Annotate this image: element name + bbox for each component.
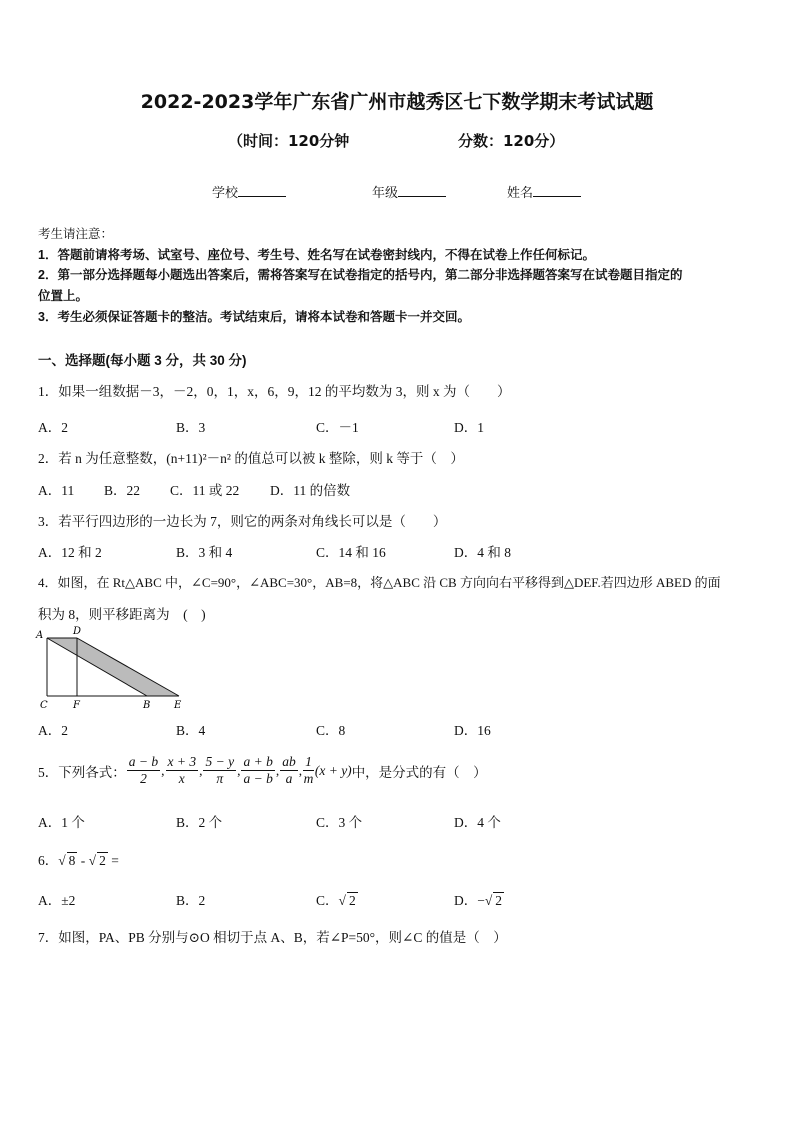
q1-option-a: A．2 bbox=[38, 420, 68, 435]
q5-option-b: B．2 个 bbox=[176, 815, 223, 830]
sqrt-icon: √ bbox=[88, 853, 97, 868]
q5-fraction-4: $\frac{a + b}{a - b}$ bbox=[243, 754, 273, 786]
q1-option-b: B．3 bbox=[176, 420, 206, 435]
q5-suffix: 中，是分式的有（ ） bbox=[351, 764, 487, 780]
translation-figure bbox=[34, 626, 184, 712]
label-c: C bbox=[40, 700, 48, 711]
q3-option-b: B．3 和 4 bbox=[176, 545, 233, 560]
sqrt-icon: √ bbox=[58, 853, 66, 868]
q1-option-d: D．1 bbox=[454, 420, 484, 435]
q6-minus: - bbox=[80, 853, 86, 868]
q6-prefix: 6． bbox=[38, 853, 59, 868]
school-field[interactable] bbox=[212, 182, 286, 201]
label-a: A bbox=[36, 630, 44, 641]
exam-time: （时间：120分钟 bbox=[228, 132, 350, 150]
q5-option-a: A．1 个 bbox=[38, 815, 85, 830]
q3-option-a: A．12 和 2 bbox=[38, 545, 102, 560]
question-1-stem: 1．如果一组数据－3，－2，0，1，x，6，9，12 的平均数为 3，则 x 为（ ） bbox=[38, 384, 511, 399]
section-heading: 一、选择题(每小题 3 分，共 30 分) bbox=[38, 353, 247, 368]
q4-option-b: B．4 bbox=[176, 723, 206, 738]
q5-fraction-1: $\frac{a - b}{2}$ bbox=[128, 754, 159, 786]
notice-heading: 考生请注意： bbox=[38, 227, 114, 241]
q6-radicand-2: 2 bbox=[99, 853, 106, 868]
notice-item-3: 3．考生必须保证答题卡的整洁。考试结束后，请将本试卷和答题卡一并交回。 bbox=[38, 310, 470, 324]
question-2-stem: 2．若 n 为任意整数，(n+11)²－n² 的值总可以被 k 整除，则 k 等于（ ） bbox=[38, 451, 464, 466]
notice-item-1: 1．答题前请将考场、试室号、座位号、考生号、姓名写在试卷密封线内，不得在试卷上作任何标记。 bbox=[38, 248, 595, 262]
school-label: 学校 bbox=[212, 185, 239, 200]
label-d: D bbox=[73, 626, 82, 637]
q4-option-c: C．8 bbox=[316, 723, 346, 738]
q2-option-c: C．11 或 22 bbox=[170, 483, 240, 498]
q2-option-b: B．22 bbox=[104, 483, 141, 498]
q3-option-c: C．14 和 16 bbox=[316, 545, 386, 560]
q5-option-c: C．3 个 bbox=[316, 815, 363, 830]
grade-field[interactable] bbox=[372, 182, 446, 201]
q3-option-d: D．4 和 8 bbox=[454, 545, 511, 560]
question-7-stem: 7．如图，PA、PB 分别与⊙O 相切于点 A、B，若∠P=50°，则∠C 的值是（ ） bbox=[38, 930, 507, 945]
school-blank[interactable] bbox=[238, 184, 286, 197]
sqrt-icon: √ bbox=[338, 893, 346, 908]
q6-option-d: D．−√ 2 bbox=[454, 893, 503, 908]
question-5-stem: 5．下列各式： $\frac{a - b}{2}$ , $\frac{x + 3}{x}$ , $\frac{5 - y}{\pi}$ , $\frac{a + b}{a - b}$ , $\frac{ab}{a}$ , $\frac{1}{m}$ (x + y) 中，是分式的有（ ） bbox=[38, 754, 487, 786]
label-e: E bbox=[174, 700, 182, 711]
q6-option-c: C．√ 2 bbox=[316, 893, 356, 908]
name-field[interactable] bbox=[507, 182, 581, 201]
grade-label: 年级 bbox=[372, 185, 399, 200]
sqrt-icon: √ bbox=[484, 893, 493, 908]
q6-option-a: A．±2 bbox=[38, 893, 76, 908]
q2-option-a: A．11 bbox=[38, 483, 75, 498]
name-blank[interactable] bbox=[533, 184, 581, 197]
q6-equals: = bbox=[111, 853, 119, 868]
label-b: B bbox=[143, 700, 151, 711]
question-6-stem bbox=[38, 849, 119, 869]
q6-option-b: B．2 bbox=[176, 893, 206, 908]
parallelogram-abed bbox=[47, 638, 179, 696]
q5-fraction-5: $\frac{ab}{a}$ bbox=[282, 754, 296, 786]
name-label: 姓名 bbox=[507, 185, 534, 200]
q1-option-c: C．－1 bbox=[316, 420, 359, 435]
notice-item-2-cont: 位置上。 bbox=[38, 289, 89, 303]
q4-option-a: A．2 bbox=[38, 723, 68, 738]
q5-fraction-6: $\frac{1}{m}$ bbox=[303, 754, 314, 786]
segment-ab bbox=[47, 638, 147, 696]
q5-tail-expr: (x + y) bbox=[314, 762, 352, 778]
grade-blank[interactable] bbox=[398, 184, 446, 197]
segment-de bbox=[77, 638, 179, 696]
q2-option-d: D．11 的倍数 bbox=[270, 483, 351, 498]
q4-option-d: D．16 bbox=[454, 723, 491, 738]
exam-score: 分数：120分） bbox=[458, 132, 565, 150]
question-3-stem: 3．若平行四边形的一边长为 7，则它的两条对角线长可以是（ ） bbox=[38, 514, 447, 529]
question-4-stem-line-1: 4．如图，在 Rt△ABC 中，∠C=90°，∠ABC=30°，AB=8，将△ABC 沿 CB 方向向右平移得到△DEF.若四边形 ABED 的面 bbox=[38, 575, 721, 590]
notice-item-2: 2．第一部分选择题每小题选出答案后，需将答案写在试卷指定的括号内，第二部分非选择题答案写在试卷题目指定的 bbox=[38, 268, 683, 282]
q5-option-d: D．4 个 bbox=[454, 815, 501, 830]
q6-radicand-1: 8 bbox=[68, 853, 76, 868]
question-4-stem-line-2: 积为 8，则平移距离为 ( ) bbox=[38, 607, 206, 622]
q5-fraction-2: $\frac{x + 3}{x}$ bbox=[167, 754, 197, 786]
label-f: F bbox=[73, 700, 80, 711]
q5-prefix: 5．下列各式： bbox=[38, 764, 126, 780]
q5-fraction-3: $\frac{5 - y}{\pi}$ bbox=[205, 754, 235, 786]
exam-title: 2022-2023学年广东省广州市越秀区七下数学期末考试试题 bbox=[140, 91, 654, 113]
